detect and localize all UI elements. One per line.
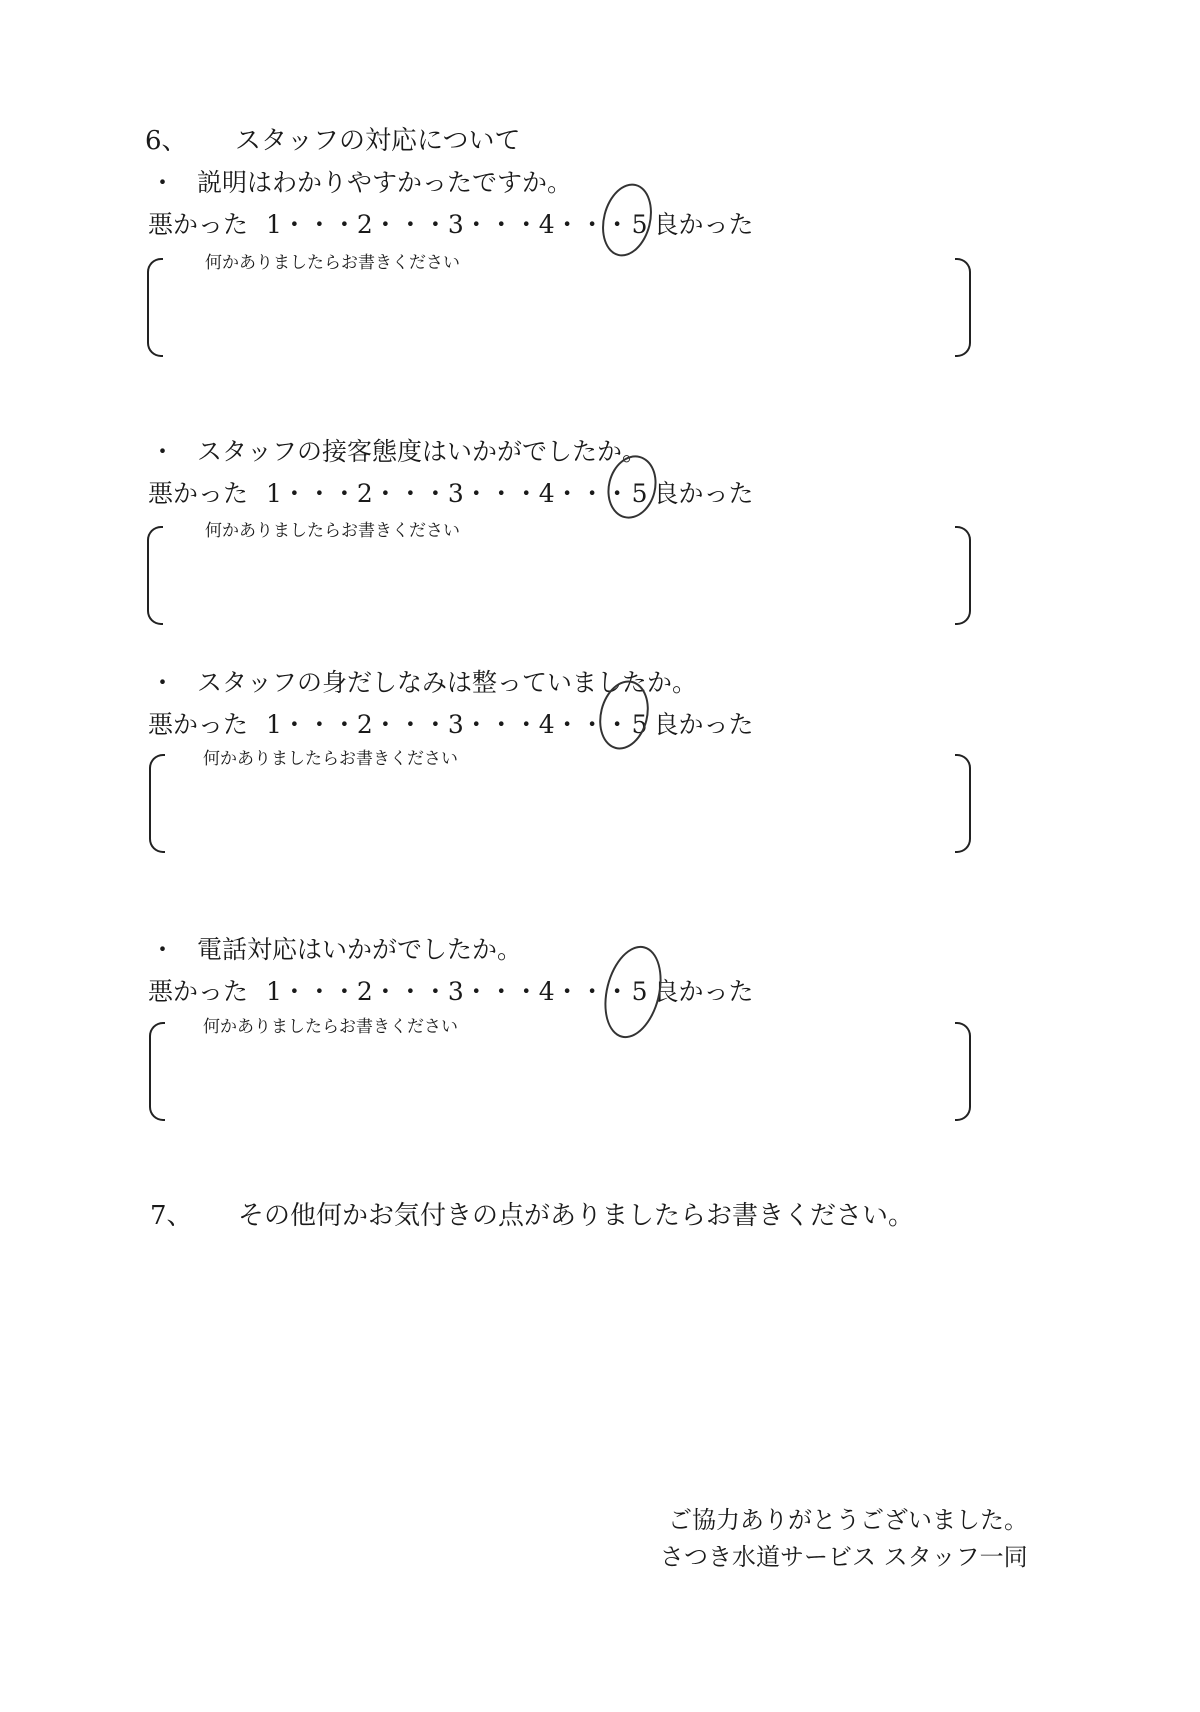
rating-scale-3 xyxy=(148,705,754,741)
bullet: ・ xyxy=(150,935,176,964)
question-1 xyxy=(150,163,572,199)
question-3-text: スタッフの身だしなみは整っていましたか。 xyxy=(196,668,697,697)
comment-box-1-right-bracket xyxy=(955,258,971,357)
scale-high-label: 良かった xyxy=(653,977,754,1006)
comment-box-4-left-bracket xyxy=(149,1022,165,1121)
question-4-text: 電話対応はいかがでしたか。 xyxy=(196,935,522,964)
scale-high-label: 良かった xyxy=(653,479,754,508)
section-7-number: 7、 xyxy=(150,1201,193,1231)
scale-low-label: 悪かった xyxy=(148,479,249,508)
comment-box-2-left-bracket xyxy=(147,526,163,625)
selected-rating[interactable]: 5 xyxy=(631,977,648,1006)
selected-rating[interactable]: 5 xyxy=(631,210,648,239)
comment-box-1-left-bracket xyxy=(147,258,163,357)
comment-box-3-right-bracket xyxy=(955,754,971,853)
rating-scale-4 xyxy=(148,972,754,1008)
rating-circle-4 xyxy=(595,940,670,1044)
question-2 xyxy=(150,432,647,468)
closing-thanks: ご協力ありがとうございました。 xyxy=(668,1506,1028,1534)
bullet: ・ xyxy=(150,168,176,197)
section-6-title: スタッフの対応について xyxy=(235,126,521,156)
comment-hint-4: 何かありましたらお書きください xyxy=(203,1017,458,1037)
question-4 xyxy=(150,930,522,966)
comment-hint-1: 何かありましたらお書きください xyxy=(205,253,460,273)
section-7-title: その他何かお気付きの点がありましたらお書きください。 xyxy=(238,1201,915,1231)
scale-points: 1・・・2・・・3・・・4・・・ xyxy=(266,710,630,739)
rating-scale-2 xyxy=(148,474,754,510)
rating-circle-1 xyxy=(595,178,659,261)
selected-rating[interactable]: 5 xyxy=(631,479,648,508)
scale-low-label: 悪かった xyxy=(148,977,249,1006)
comment-box-3-left-bracket xyxy=(149,754,165,853)
bullet: ・ xyxy=(150,437,176,466)
section-6-number: 6、 xyxy=(145,126,188,156)
comment-box-2-right-bracket xyxy=(955,526,971,625)
scale-low-label: 悪かった xyxy=(148,210,249,239)
scale-high-label: 良かった xyxy=(653,210,754,239)
scale-low-label: 悪かった xyxy=(148,710,249,739)
scale-points: 1・・・2・・・3・・・4・・・ xyxy=(266,977,630,1006)
rating-scale-1 xyxy=(148,205,754,241)
scale-points: 1・・・2・・・3・・・4・・・ xyxy=(266,210,630,239)
question-1-text: 説明はわかりやすかったですか。 xyxy=(196,168,572,197)
comment-hint-2: 何かありましたらお書きください xyxy=(205,521,460,541)
selected-rating[interactable]: 5 xyxy=(631,710,648,739)
comment-box-4-right-bracket xyxy=(955,1022,971,1121)
closing-signature: さつき水道サービス スタッフ一同 xyxy=(660,1543,1028,1571)
scale-points: 1・・・2・・・3・・・4・・・ xyxy=(266,479,630,508)
bullet: ・ xyxy=(150,668,176,697)
comment-hint-3: 何かありましたらお書きください xyxy=(203,749,458,769)
scale-high-label: 良かった xyxy=(653,710,754,739)
question-2-text: スタッフの接客態度はいかがでしたか。 xyxy=(196,437,647,466)
